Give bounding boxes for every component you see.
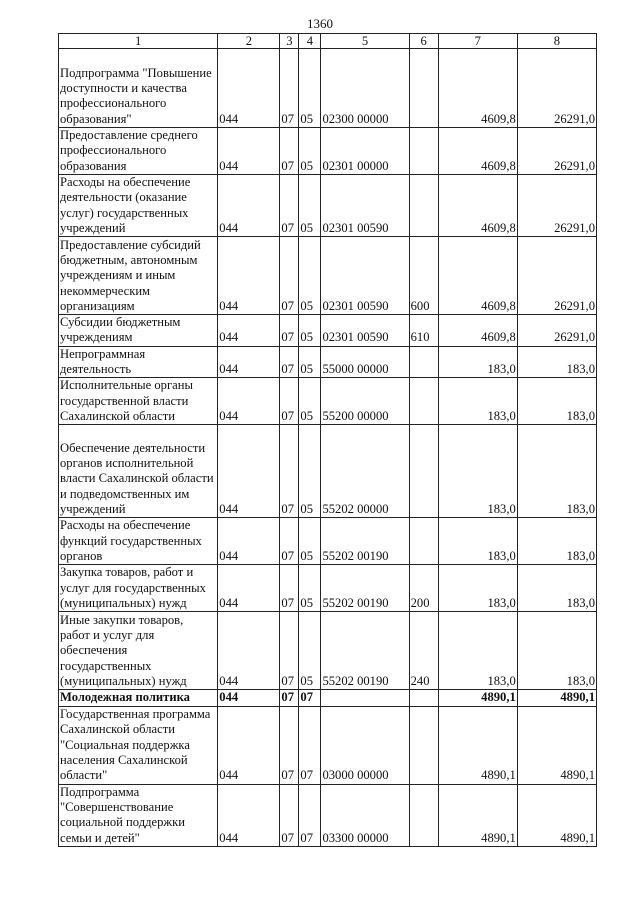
- cell-c3: 07: [280, 175, 299, 237]
- cell-c2: 044: [218, 518, 280, 565]
- cell-c2: 044: [218, 175, 280, 237]
- cell-c7: 4890,1: [438, 706, 517, 784]
- cell-c8: 4890,1: [517, 784, 596, 846]
- table-row: [59, 315, 597, 347]
- cell-c4: 05: [299, 612, 321, 690]
- table-row: [59, 518, 597, 565]
- table-row: [59, 237, 597, 315]
- page-number: 1360: [307, 16, 333, 31]
- header-cell: 5: [321, 34, 409, 49]
- table-row: [59, 128, 597, 175]
- table-row: [59, 706, 597, 784]
- cell-c6: [409, 518, 438, 565]
- cell-c5: 02301 00590: [321, 175, 409, 237]
- cell-c7: 4890,1: [438, 784, 517, 846]
- cell-name: Закупка товаров, работ и услуг для государственных (муниципальных) нужд: [59, 565, 218, 612]
- cell-c8: 4890,1: [517, 690, 596, 706]
- cell-c8: 183,0: [517, 612, 596, 690]
- header-cell: 8: [517, 34, 596, 49]
- cell-c7: 4609,8: [438, 315, 517, 347]
- cell-c3: 07: [280, 49, 299, 128]
- cell-c3: 07: [280, 706, 299, 784]
- cell-c4: 05: [299, 425, 321, 518]
- table-row: [59, 49, 597, 128]
- cell-name: Исполнительные органы государственной власти Сахалинской области: [59, 378, 218, 425]
- cell-c5: 55000 00000: [321, 346, 409, 378]
- table-row: [59, 346, 597, 378]
- cell-c8: 26291,0: [517, 315, 596, 347]
- cell-c2: 044: [218, 784, 280, 846]
- cell-c6: 240: [409, 612, 438, 690]
- cell-c3: 07: [280, 690, 299, 706]
- header-cell: 6: [409, 34, 438, 49]
- cell-c3: 07: [280, 346, 299, 378]
- cell-c6: [409, 784, 438, 846]
- cell-c7: 183,0: [438, 378, 517, 425]
- cell-c6: [409, 706, 438, 784]
- cell-c8: 183,0: [517, 565, 596, 612]
- cell-name: Расходы на обеспечение деятельности (оказание услуг) государственных учреждений: [59, 175, 218, 237]
- cell-c2: 044: [218, 49, 280, 128]
- cell-c6: [409, 49, 438, 128]
- cell-c4: 07: [299, 784, 321, 846]
- cell-c3: 07: [280, 315, 299, 347]
- table-row: [59, 784, 597, 846]
- cell-c5: 03000 00000: [321, 706, 409, 784]
- cell-c7: 4890,1: [438, 690, 517, 706]
- cell-name: Расходы на обеспечение функций государственных органов: [59, 518, 218, 565]
- table-row: [59, 425, 597, 518]
- cell-c8: 26291,0: [517, 175, 596, 237]
- cell-c8: 26291,0: [517, 49, 596, 128]
- cell-name: Иные закупки товаров, работ и услуг для обеспечения государственных (муниципальных) нужд: [59, 612, 218, 690]
- cell-c4: 05: [299, 378, 321, 425]
- cell-name: Молодежная политика: [59, 690, 218, 706]
- cell-c7: 183,0: [438, 346, 517, 378]
- cell-c3: 07: [280, 128, 299, 175]
- cell-c2: 044: [218, 612, 280, 690]
- cell-c7: 183,0: [438, 518, 517, 565]
- header-cell: 4: [299, 34, 321, 49]
- cell-c8: 183,0: [517, 346, 596, 378]
- cell-c6: [409, 128, 438, 175]
- cell-c4: 05: [299, 518, 321, 565]
- table-row: [59, 378, 597, 425]
- cell-c2: 044: [218, 690, 280, 706]
- cell-c8: 183,0: [517, 518, 596, 565]
- cell-c7: 183,0: [438, 565, 517, 612]
- cell-name: Подпрограмма "Повышение доступности и качества профессионального образования": [59, 49, 218, 128]
- cell-c4: 05: [299, 565, 321, 612]
- cell-name: Государственная программа Сахалинской области "Социальная поддержка населения Сахалинской области": [59, 706, 218, 784]
- header-cell: 2: [218, 34, 280, 49]
- table-row: [59, 565, 597, 612]
- cell-c4: 05: [299, 346, 321, 378]
- cell-name: Субсидии бюджетным учреждениям: [59, 315, 218, 347]
- cell-c6: [409, 425, 438, 518]
- cell-c4: 05: [299, 128, 321, 175]
- cell-name: Обеспечение деятельности органов исполнительной власти Сахалинской области и подведомственных им учреждений: [59, 425, 218, 518]
- cell-name: Предоставление среднего профессионального образования: [59, 128, 218, 175]
- cell-c7: 4609,8: [438, 128, 517, 175]
- cell-c7: 4609,8: [438, 175, 517, 237]
- cell-c6: [409, 175, 438, 237]
- cell-c8: 26291,0: [517, 128, 596, 175]
- table-header-row: [59, 34, 597, 49]
- cell-c4: 05: [299, 315, 321, 347]
- cell-c5: 55202 00190: [321, 612, 409, 690]
- cell-c5: 03300 00000: [321, 784, 409, 846]
- cell-c3: 07: [280, 425, 299, 518]
- cell-c6: [409, 378, 438, 425]
- cell-c5: 55202 00000: [321, 425, 409, 518]
- cell-name: Предоставление субсидий бюджетным, автономным учреждениям и иным некоммерческим организациям: [59, 237, 218, 315]
- cell-c2: 044: [218, 315, 280, 347]
- budget-table: [58, 33, 597, 847]
- cell-c2: 044: [218, 346, 280, 378]
- cell-c6: [409, 346, 438, 378]
- cell-c8: 26291,0: [517, 237, 596, 315]
- cell-c5: 02301 00590: [321, 237, 409, 315]
- cell-c4: 05: [299, 49, 321, 128]
- cell-c4: 07: [299, 706, 321, 784]
- table-row: [59, 690, 597, 706]
- cell-c4: 05: [299, 237, 321, 315]
- table-row: [59, 612, 597, 690]
- cell-c3: 07: [280, 378, 299, 425]
- cell-c7: 4609,8: [438, 49, 517, 128]
- cell-c7: 183,0: [438, 612, 517, 690]
- cell-c6: 610: [409, 315, 438, 347]
- cell-c2: 044: [218, 237, 280, 315]
- cell-c8: 183,0: [517, 425, 596, 518]
- cell-c7: 183,0: [438, 425, 517, 518]
- cell-c6: [409, 690, 438, 706]
- cell-c5: 55202 00190: [321, 565, 409, 612]
- cell-c2: 044: [218, 706, 280, 784]
- cell-c2: 044: [218, 128, 280, 175]
- cell-c2: 044: [218, 565, 280, 612]
- cell-c8: 4890,1: [517, 706, 596, 784]
- cell-c5: 55202 00190: [321, 518, 409, 565]
- header-cell: 1: [59, 34, 218, 49]
- cell-c3: 07: [280, 784, 299, 846]
- cell-name: Непрограммная деятельность: [59, 346, 218, 378]
- cell-c5: 02300 00000: [321, 49, 409, 128]
- cell-c3: 07: [280, 612, 299, 690]
- cell-c8: 183,0: [517, 378, 596, 425]
- header-cell: 3: [280, 34, 299, 49]
- cell-c4: 05: [299, 175, 321, 237]
- cell-c3: 07: [280, 518, 299, 565]
- cell-c6: 600: [409, 237, 438, 315]
- cell-c2: 044: [218, 425, 280, 518]
- table-body: [59, 34, 597, 847]
- cell-c5: 02301 00000: [321, 128, 409, 175]
- cell-c5: [321, 690, 409, 706]
- cell-c3: 07: [280, 565, 299, 612]
- cell-c4: 07: [299, 690, 321, 706]
- cell-c2: 044: [218, 378, 280, 425]
- table-row: [59, 175, 597, 237]
- cell-name: Подпрограмма "Совершенствование социальной поддержки семьи и детей": [59, 784, 218, 846]
- header-cell: 7: [438, 34, 517, 49]
- cell-c6: 200: [409, 565, 438, 612]
- cell-c5: 55200 00000: [321, 378, 409, 425]
- cell-c3: 07: [280, 237, 299, 315]
- cell-c5: 02301 00590: [321, 315, 409, 347]
- cell-c7: 4609,8: [438, 237, 517, 315]
